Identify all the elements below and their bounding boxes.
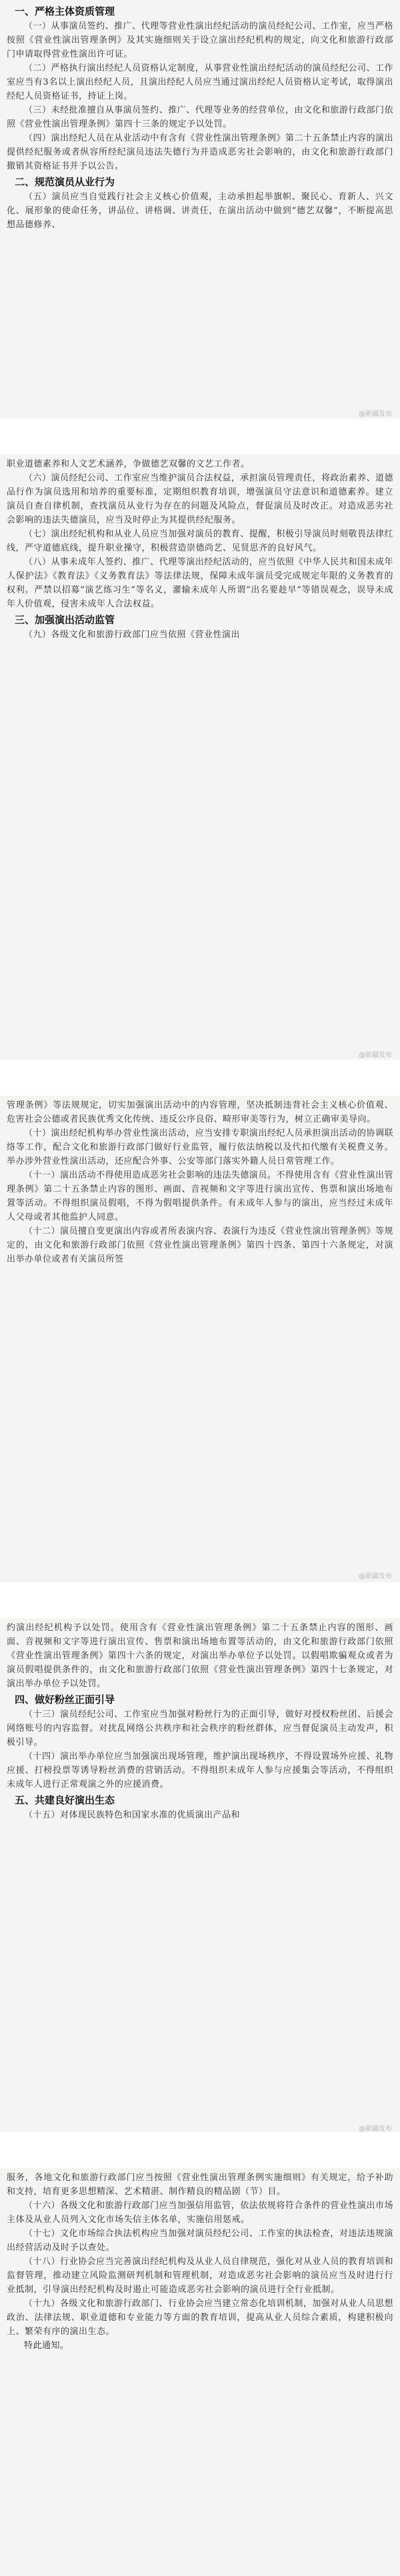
paragraph-17: （十七）文化市场综合执法机构应当加强对演员经纪公司、工作室的执法检查，对违法违规演出经营活动及时予以查处。 — [7, 2229, 393, 2253]
paragraph-5a: （五）演员应当自觉践行社会主义核心价值观，主动承担起举旗帜、聚民心、育新人、兴文化、展形象的使命任务，讲品位、讲格调、讲责任，在演出活动中做到“德艺双馨”，不断提高思想品德修养、 — [7, 192, 393, 230]
paragraph-5b: 职业道德素养和人文艺术涵养，争做德艺双馨的文艺工作者。 — [7, 459, 250, 469]
page-1 — [0, 0, 400, 419]
page-gap — [0, 1582, 400, 1618]
closing-remark: 特此通知。 — [24, 2341, 69, 2351]
paragraph-10: （十）演出经纪机构举办营业性演出活动，应当安排专职演出经纪人员承担演出活动的协调联络等工作，配合文化和旅游行政部门做好行业监管，履行依法纳税以及代扣代缴有关税费义务。举办涉外营业性演出活动，还应配合外事、公安等部门落实外籍人员日常管理工作。 — [7, 1128, 393, 1166]
page-3 — [0, 1096, 400, 1582]
page-5 — [0, 2168, 400, 2576]
section-title-4: 四、做好粉丝正面引导 — [15, 1694, 115, 1706]
watermark: @新疆发布 — [359, 1052, 392, 1059]
paragraph-1: （一）从事演员签约、推广、代理等营业性演出经纪活动的演员经纪公司、工作室，应当严格按照《营业性演出管理条例》及其实施细则关于设立演出经纪机构的规定，向文化和旅游行政部门申请取得营业性演出许可证。 — [7, 21, 393, 59]
paragraph-9b: 管理条例》等法规规定，切实加强演出活动中的内容管理，坚决抵制违背社会主义核心价值观、危害社会公德或者民族优秀文化传统、违反公序良俗、畸形审美等行为，树立正确审美导向。 — [7, 1100, 393, 1124]
watermark: @新疆发布 — [359, 2125, 392, 2133]
paragraph-14: （十四）演出举办单位应当加强演出现场管理，维护演出现场秩序，不得设置场外应援、礼物应援、打榜投票等诱导粉丝消费的营销活动。不得组织未成年人参与应援集会等活动，不得组织未成年人进行正常观演之外的应援消费。 — [7, 1752, 393, 1790]
section-title-2: 二、规范演员从业行为 — [15, 176, 115, 188]
page-gap — [0, 2132, 400, 2168]
paragraph-4: （四）演出经纪人员在从业活动中有含有《营业性演出管理条例》第二十五条禁止内容的演出提供经纪服务或者纵容所经纪演员违法失德行为并造成恶劣社会影响的，由文化和旅游行政部门撤销其资格证书并予以公告。 — [7, 133, 393, 171]
page-4 — [0, 1618, 400, 2132]
paragraph-2: （二）严格执行演出经纪人员资格认定制度，从事营业性演出经纪活动的演员经纪公司、工作室应当有3名以上演出经纪人员，且演出经纪人员应当通过演出经纪人员资格认定考试，取得演出经纪人员资格证书，持证上岗。 — [7, 63, 393, 101]
paragraph-9a: （九）各级文化和旅游行政部门应当依照《营业性演出 — [24, 630, 241, 640]
paragraph-18: （十八）行业协会应当完善演出经纪机构及从业人员自律规范，强化对从业人员的教育培训和监督管理，推动建立风险监测研判机制和管理机制，对造成恶劣社会影响的演员应当及时进行行业抵制，引导演出经纪机构及时遏止可能造成恶劣社会影响的演员进行全行业抵制。 — [7, 2257, 393, 2295]
section-title-1: 一、严格主体资质管理 — [15, 5, 115, 17]
paragraph-15b: 服务，各地文化和旅游行政部门应当按照《营业性演出管理条例实施细则》有关规定，给予补助和支持，培育更多思想精深、艺术精湛、制作精良的精品剧（节）目。 — [7, 2173, 393, 2197]
paragraph-8: （八）从事未成年人签约、推广、代理等演出经纪活动的，应当依照《中华人民共和国未成年人保护法》《教育法》《义务教育法》等法律法规，保障未成年演员受完成规定年限的义务教育的权利。严禁以招募“演艺练习生”等名义，灌输未成年人所谓“出名要趁早”等错误观念，误导未成年人价值观，侵害未成年人合法权益。 — [7, 557, 393, 609]
section-title-3: 三、加强演出活动监管 — [15, 614, 115, 626]
paragraph-7: （七）演出经纪机构和从业人员应当加强对演员的教育、提醒，积极引导演员时刻敬畏法律红线，严守道德底线，提升职业操守，积极营造崇德尚艺、见贤思齐的良好风气。 — [7, 529, 393, 553]
paragraph-3: （三）未经批准擅自从事演员签约、推广、代理等业务的经营单位，由文化和旅游行政部门依照《营业性演出管理条例》第四十三条的规定予以处罚。 — [7, 105, 393, 129]
paragraph-11: （十一）演出活动不得使用造成恶劣社会影响的违法失德演员。不得使用含有《营业性演出管理条例》第二十五条禁止内容的图形、画面、音视频和文字等进行演出宣传、售票和演出场地布置等活动。不得组织演员假唱，不得为假唱提供条件。有未成年人参与的演出，应当经过未成年人父母或者其他监护人同意。 — [7, 1170, 393, 1222]
paragraph-12a: （十二）演员擅自变更演出内容或者所表演内容、表演行为违反《营业性演出管理条例》等规定的，由文化和旅游行政部门依照《营业性演出管理条例》第四十四条、第四十六条规定，对演出举办单位或者有关演员所签 — [7, 1226, 393, 1264]
paragraph-16: （十六）各级文化和旅游行政部门应当加强信用监管，依法依规将符合条件的营业性演出市场主体及从业人员列入文化市场失信主体名单，实施信用惩戒。 — [7, 2201, 393, 2225]
paragraph-19: （十九）各级文化和旅游行政部门、行业协会应当建立常态化培训机制，加强对从业人员思想政治、法律法规、职业道德和专业能力等方面的教育培训，提高从业人员综合素质，构建积极向上、繁荣有序的演出生态。 — [7, 2299, 393, 2337]
page-2 — [0, 455, 400, 1060]
watermark: @新疆发布 — [359, 411, 392, 418]
watermark: @新疆发布 — [359, 1573, 392, 1580]
paragraph-13: （十三）演员经纪公司、工作室应当加强对粉丝行为的正面引导，做好对授权粉丝团、后援会网络账号的内容监督。对扰乱网络公共秩序和社会秩序的粉丝群体，应当督促演员主动发声，积极引导。 — [7, 1710, 393, 1748]
page-gap — [0, 1060, 400, 1096]
page-gap — [0, 419, 400, 455]
paragraph-12b: 约演出经纪机构予以处罚。使用含有《营业性演出管理条例》第二十五条禁止内容的图形、画面、音视频和文字等进行演出宣传、售票和演出场地布置等活动的，由文化和旅游行政部门依照《营业性演出管理条例》第四十六条的规定，对演出举办单位予以处罚。以假唱欺骗观众或者为演员假唱提供条件的，由文化和旅游行政部门依照《营业性演出管理条例》第四十七条规定，对演出举办单位予以处罚。 — [7, 1623, 393, 1689]
section-title-5: 五、共建良好演出生态 — [15, 1794, 115, 1806]
paragraph-6: （六）演员经纪公司、工作室应当维护演员合法权益，承担演员管理责任，将政治素养、道德品行作为演员选用和培养的重要标准，定期组织教育培训，增强演员守法意识和道德素养。建立演员自查自律机制，查找演员从业行为存在的问题及风险点，督促演员及时改正。对造成恶劣社会影响的违法失德演员，应当及时停止为其提供经纪服务。 — [7, 473, 393, 525]
paragraph-15a: （十五）对体现民族特色和国家水准的优质演出产品和 — [24, 1810, 241, 1820]
